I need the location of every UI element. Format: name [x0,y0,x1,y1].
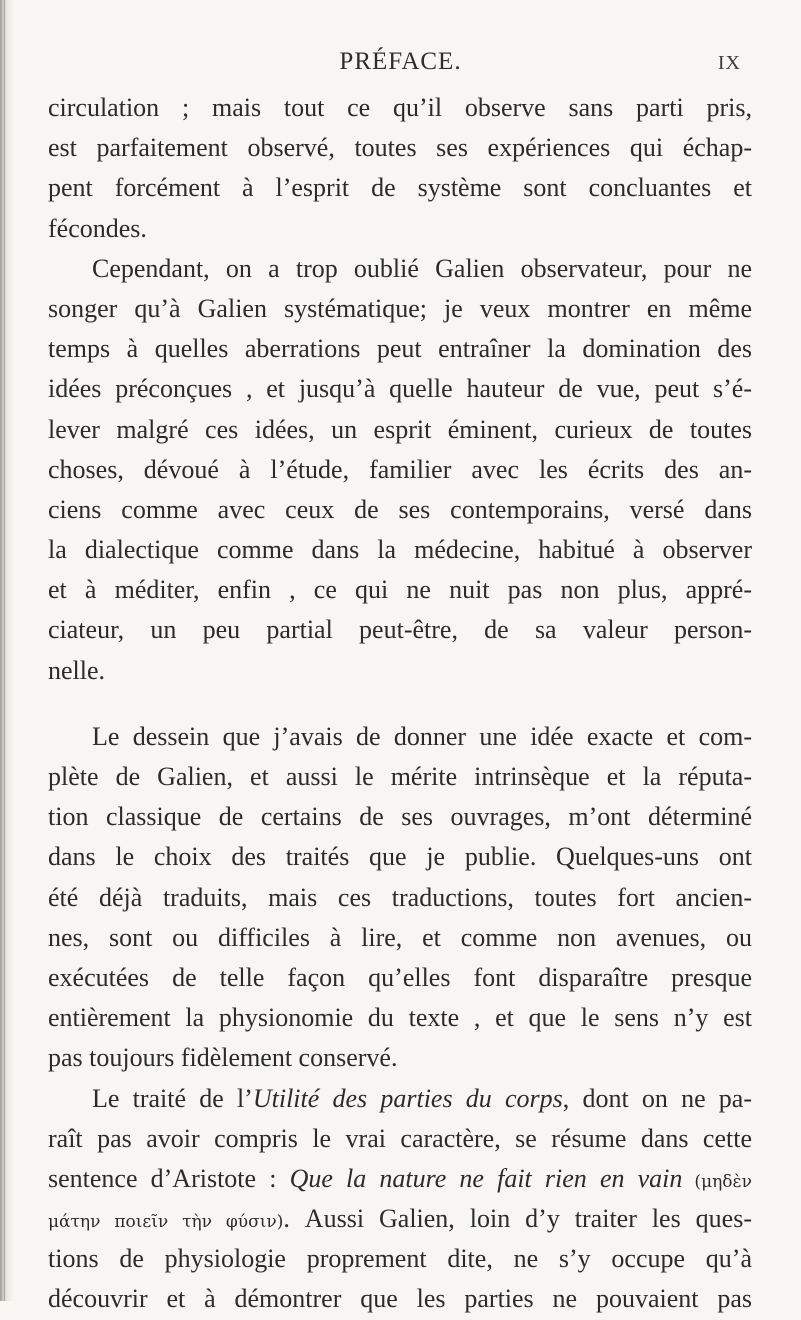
text-line [48,1159,752,1199]
greek-text: μάτην ποιεῖν τὴν φύσιν) [48,1212,284,1233]
text-line: Cependant, on a trop oublié Galien observateur, pour ne [92,253,752,283]
text-line: et à méditer, enfin , ce qui ne nuit pas non plus, appré- [48,575,752,605]
page-binding-edge [0,0,14,1301]
text-line: raît pas avoir compris le vrai caractère, se résume dans cette [48,1123,752,1153]
text-line: dans le choix des traités que je publie. Quelques-uns ont [48,842,752,872]
text-line: lever malgré ces idées, un esprit éminent, curieux de toutes [48,414,752,444]
book-title: Utilité des parties du corps [252,1083,563,1113]
text-line: tions de physiologie proprement dite, ne s’y occupe qu’à [48,1244,752,1274]
page-binding-line [4,0,5,1301]
text-fragment: . Aussi Galien, loin d’y traiter les ques- [283,1204,752,1234]
text-line: fécondes. [48,213,147,243]
text-line: ciateur, un peu partial peut-être, de sa valeur person- [48,615,752,645]
body-text [48,88,752,1320]
text-line: été déjà traduits, mais ces traductions, toutes fort ancien- [48,882,752,912]
text-line: est parfaitement observé, toutes ses expériences qui échap- [48,133,752,163]
text-fragment: Le traité de l’ [92,1083,253,1113]
text-line: plète de Galien, et aussi le mérite intrinsèque et la réputa- [48,762,752,791]
paragraph-4 [48,1079,752,1320]
text-line [48,1199,752,1239]
paragraph-2 [48,249,752,691]
text-line: choses, dévoué à l’étude, familier avec les écrits des an- [48,454,752,484]
greek-text: (μηδὲν [682,1171,752,1192]
text-line: pas toujours fidèlement conservé. [48,1043,398,1073]
text-line: nelle. [48,655,106,685]
text-fragment: , dont on ne pa- [562,1083,752,1113]
text-line: entièrement la physionomie du texte , et que le sens n’y est [48,1003,752,1033]
text-line: circulation ; mais tout ce qu’il observe sans parti pris, [48,93,752,122]
page-number: IX [717,52,741,74]
text-line: Le dessein que j’avais de donner une idée exacte et com- [92,721,752,751]
text-fragment: sentence d’Aristote : [48,1163,290,1193]
text-line: la dialectique comme dans la médecine, habitué à observer [48,535,752,565]
text-line: nes, sont ou difficiles à lire, et comme non avenues, ou [48,922,752,952]
text-line: ciens comme avec ceux de ses contemporains, versé dans [48,494,752,524]
text-line [48,1079,752,1119]
paragraph-gap [48,691,752,717]
page-header [0,48,801,78]
text-line: idées préconçues , et jusqu’à quelle hauteur de vue, peut s’é- [48,374,752,404]
text-line: tion classique de certains de ses ouvrages, m’ont déterminé [48,802,752,832]
paragraph-1 [48,88,752,249]
aristotle-quote: Que la nature ne fait rien en vain [289,1163,683,1193]
text-line: exécutées de telle façon qu’elles font disparaître presque [48,962,752,992]
text-line: pent forcément à l’esprit de système sont concluantes et [48,173,752,203]
text-line: découvrir et à démontrer que les parties ne pouvaient pas [48,1284,752,1314]
paragraph-3 [48,717,752,1079]
text-line: temps à quelles aberrations peut entraîner la domination des [48,334,752,364]
text-line: songer qu’à Galien systématique; je veux montrer en même [48,293,752,323]
running-head: PRÉFACE. [339,48,462,75]
